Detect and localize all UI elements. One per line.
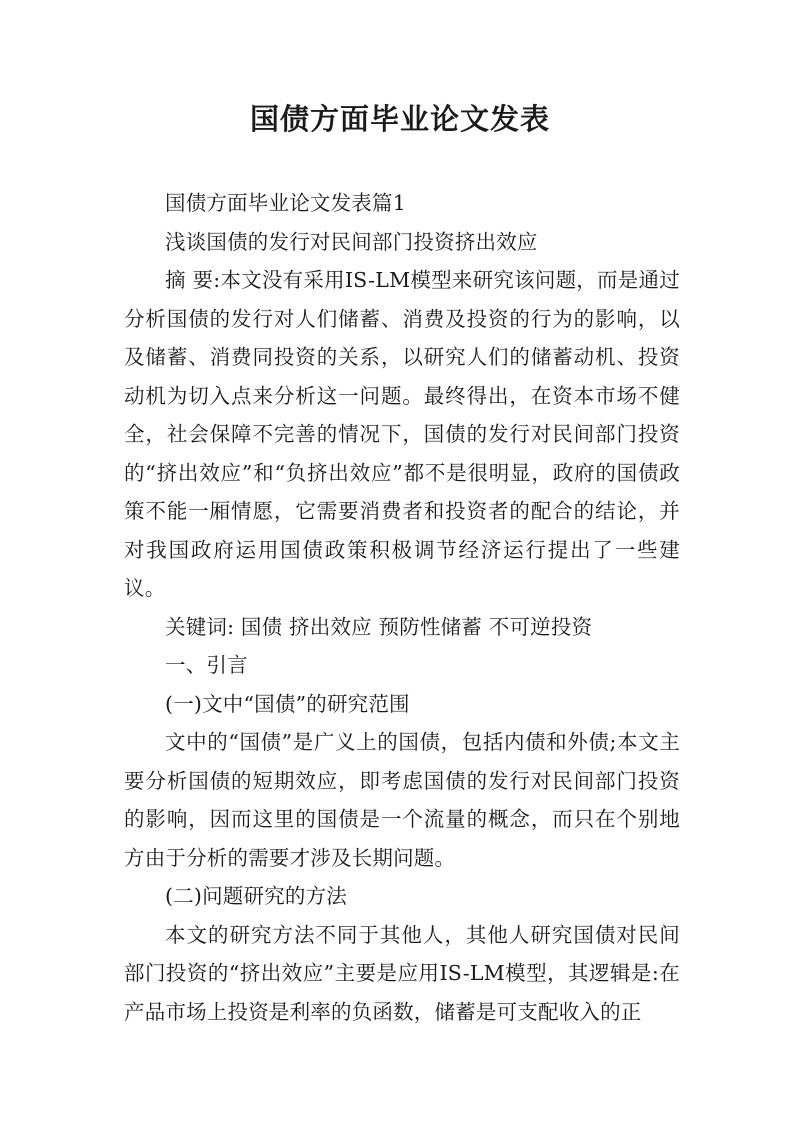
document-title: 国债方面毕业论文发表 [249, 102, 550, 136]
section-heading-introduction: 一、引言 [165, 653, 248, 677]
subsection-heading-scope: (一)文中“国债”的研究范围 [165, 691, 410, 716]
abstract-paragraph: 摘 要:本文没有采用IS-LM模型来研究该问题，而是通过分析国债的发行对人们储蓄、消费及投资的行为的影响，以及储蓄、消费同投资的关系，以研究人们的储蓄动机、投资动机为切入点来分析这一问题。最终得出，在资本市场不健全，社会保障不完善的情况下，国债的发行对民间部门投资的“挤出效应”和“负挤出效应”都不是很明显，政府的国债政策不能一厢情愿，它需要消费者和投资者的配合的结论，并对我国政府运用国债政策积极调节经济运行提出了一些建议。 [124, 268, 680, 600]
paper-title: 浅谈国债的发行对民间部门投资挤出效应 [165, 229, 538, 254]
subsection-heading-method: (二)问题研究的方法 [165, 884, 347, 908]
body-paragraph-method: 本文的研究方法不同于其他人，其他人研究国债对民间部门投资的“挤出效应”主要是应用IS-LM模型，其逻辑是:在产品市场上投资是利率的负函数，储蓄是可支配收入的正 [124, 922, 680, 1024]
body-paragraph-scope: 文中的“国债”是广义上的国债，包括内债和外债;本文主要分析国债的短期效应，即考虑国债的发行对民间部门投资的影响，因而这里的国债是一个流量的概念，而只在个别地方由于分析的需要才涉及长期问题。 [124, 730, 680, 870]
document-body [124, 184, 680, 1031]
section-heading-article-1: 国债方面毕业论文发表篇1 [165, 191, 406, 215]
keywords-paragraph: 关键词: 国债 挤出效应 预防性储蓄 不可逆投资 [165, 614, 593, 639]
